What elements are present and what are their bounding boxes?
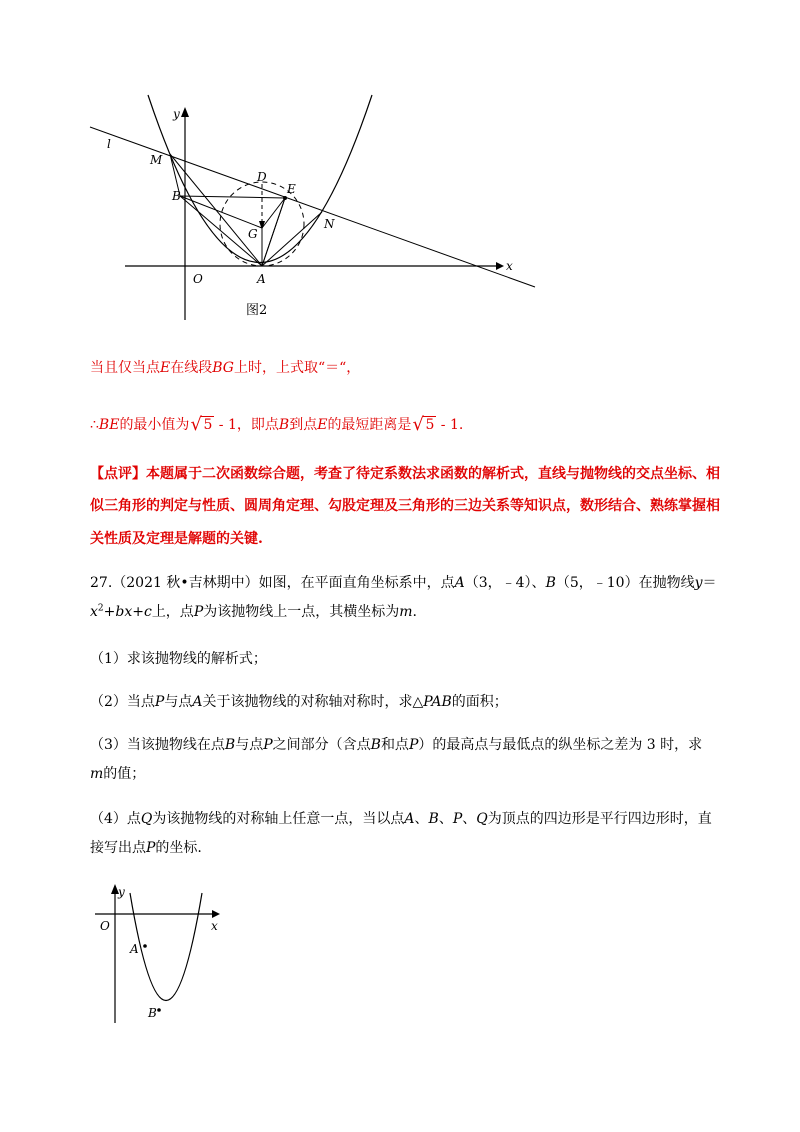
figure-27-diagram [90,878,230,1028]
label-l: l [107,137,111,151]
x-axis-arrow [496,262,504,270]
figure-2-diagram [80,90,550,330]
question-1: （1）求该抛物线的解析式； [90,651,267,667]
x-axis-arrow [212,910,220,918]
problem-27-line-2: $x^2+bx+c$上，点P为该抛物线上一点，其横坐标为m. [90,603,417,620]
label-x: x [211,919,218,933]
line-l [90,127,535,287]
solution-line-1: 当且仅当点E在线段BG上时，上式取“＝“， [90,360,361,376]
label-A: A [130,942,139,956]
solution-line-2: ∴BE的最小值为 √ 5 - 1，即点B到点E的最短距离是 √ 5 - 1. [90,414,464,435]
label-A: A [257,272,266,286]
sqrt-5-second: √ 5 [412,414,435,435]
label-B: B [172,189,181,203]
label-D: D [257,170,267,184]
question-2: （2）当点P与点A关于该抛物线的对称轴对称时，求△PAB的面积； [90,694,508,710]
comment-line-1: 【点评】本题属于二次函数综合题，考查了待定系数法求函数的解析式，直线与抛物线的交点坐标、相 [90,466,720,482]
comment-line-2: 似三角形的判定与性质、圆周角定理、勾股定理及三角形的三边关系等知识点，数形结合、熟练掌握相 [90,498,720,514]
segment-BG [180,196,262,228]
question-4: （4）点Q为该抛物线的对称轴上任意一点，当以点A、B、P、Q为顶点的四边形是平行四边形时，直 [90,811,712,827]
point-A [143,944,147,948]
problem-27-line-1: 27.（2021 秋•吉林期中）如图，在平面直角坐标系中，点A（3，﹣4）、B（5，﹣10）在抛物线y＝ [90,575,717,591]
label-E: E [287,182,296,196]
question-3-line-2: m的值； [90,766,146,782]
label-M: M [150,153,163,167]
point-B [157,1008,161,1012]
label-G: G [248,227,258,241]
segment-MA [170,154,262,266]
label-y: y [118,885,125,899]
label-B: B [148,1006,157,1020]
parabola [130,893,202,1001]
comment-line-3: 关性质及定理是解题的关键. [90,531,263,547]
segment-BE [180,196,285,198]
question-3: （3）当该抛物线在点B与点P之间部分（含点B和点P）的最高点与最低点的纵坐标之差为 3 时，求 [90,737,703,753]
question-4-line-2: 接写出点P的坐标. [90,840,202,856]
label-x: x [506,259,513,273]
sqrt-5: √ 5 [190,414,213,435]
label-O: O [100,919,110,933]
point-E [283,196,287,200]
label-N: N [324,217,335,231]
segment-EG [262,198,285,228]
label-O: O [193,272,203,286]
figure-2-caption: 图2 [246,303,268,318]
y-axis-arrow [181,107,189,117]
label-y: y [173,107,180,121]
